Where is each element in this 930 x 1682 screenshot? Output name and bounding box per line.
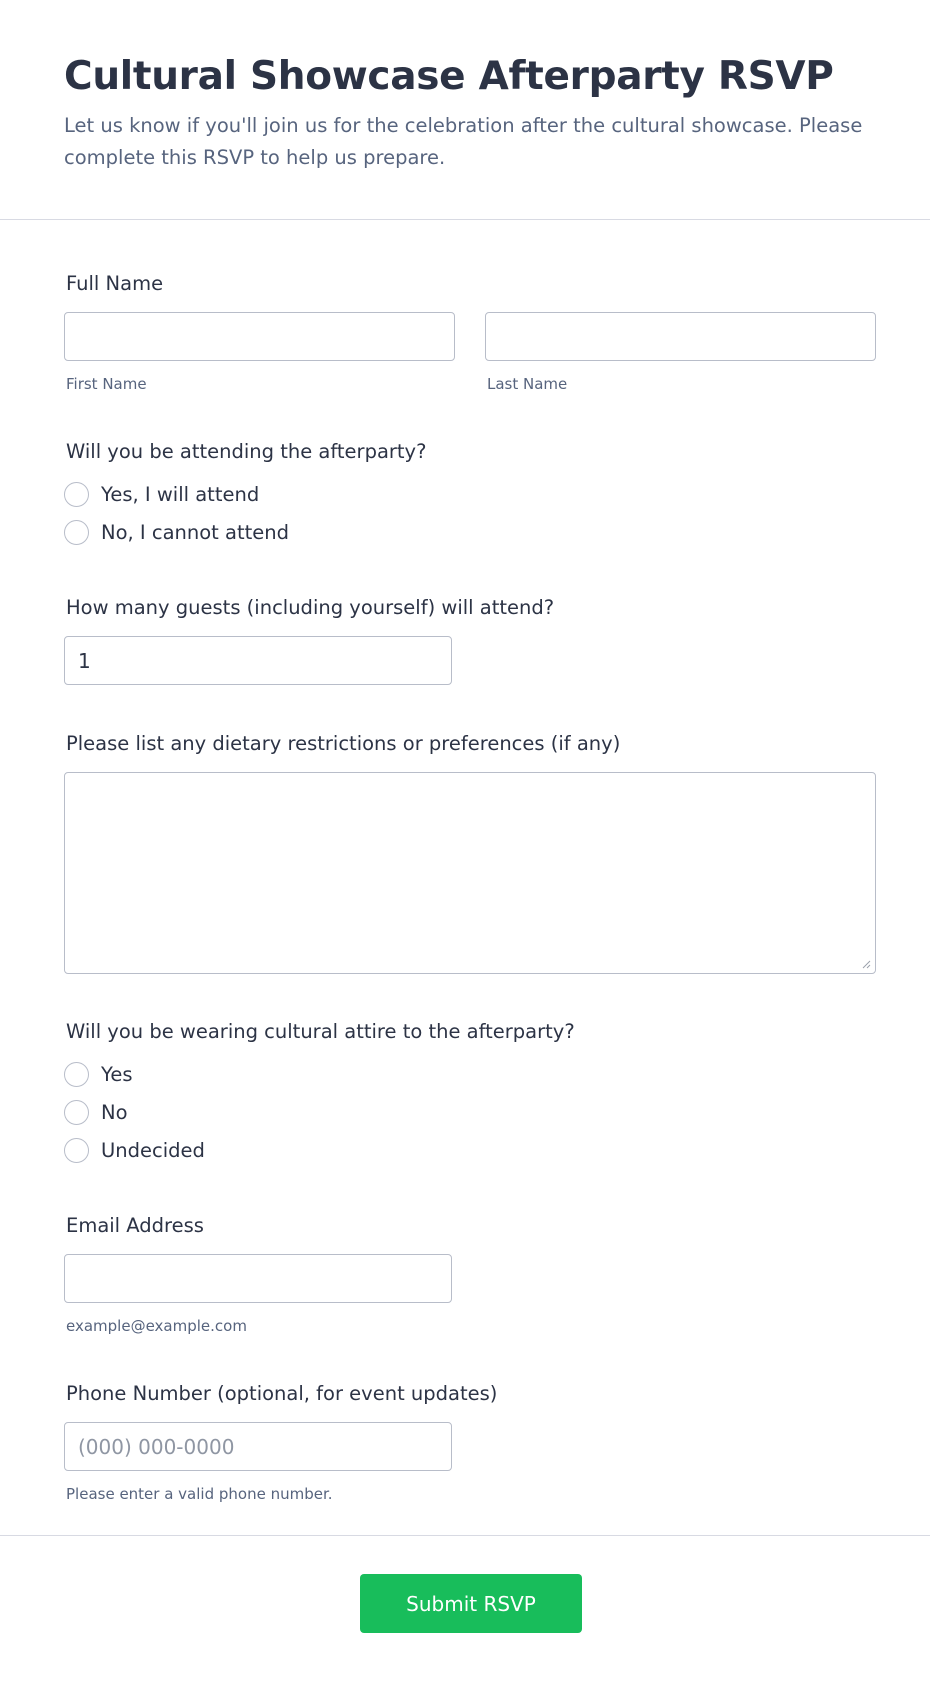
attire-option-undecided[interactable] xyxy=(64,1137,205,1163)
guests-input[interactable] xyxy=(64,636,452,685)
page-title: Cultural Showcase Afterparty RSVP xyxy=(64,54,834,99)
radio-circle-icon[interactable] xyxy=(64,1100,89,1125)
submit-rsvp-button[interactable]: Submit RSVP xyxy=(360,1574,582,1633)
phone-input[interactable] xyxy=(64,1422,452,1471)
resize-grip-icon[interactable] xyxy=(861,959,871,969)
phone-label: Phone Number (optional, for event updates) xyxy=(66,1382,498,1405)
page-subtitle: Let us know if you'll join us for the celebration after the cultural showcase. Please complete this RSVP to help us prepare. xyxy=(64,114,863,169)
radio-label: Undecided xyxy=(101,1138,205,1162)
first-name-sublabel: First Name xyxy=(66,375,147,393)
rsvp-form xyxy=(0,220,930,1536)
radio-label: No, I cannot attend xyxy=(101,520,290,544)
email-sublabel: example@example.com xyxy=(66,1317,247,1335)
form-header xyxy=(0,0,930,220)
attire-label: Will you be wearing cultural attire to the afterparty? xyxy=(66,1020,575,1043)
attending-label: Will you be attending the afterparty? xyxy=(66,440,427,463)
first-name-input[interactable] xyxy=(64,312,455,361)
phone-sublabel: Please enter a valid phone number. xyxy=(66,1485,333,1503)
radio-label: Yes xyxy=(101,1062,133,1086)
attending-option-yes[interactable] xyxy=(64,481,259,507)
email-label: Email Address xyxy=(66,1214,204,1237)
guests-label: How many guests (including yourself) will attend? xyxy=(66,596,555,619)
radio-circle-icon[interactable] xyxy=(64,520,89,545)
attire-option-yes[interactable] xyxy=(64,1061,132,1087)
attire-option-no[interactable] xyxy=(64,1099,128,1125)
last-name-input[interactable] xyxy=(485,312,876,361)
radio-circle-icon[interactable] xyxy=(64,1062,89,1087)
dietary-label: Please list any dietary restrictions or preferences (if any) xyxy=(66,732,621,755)
form-footer xyxy=(0,1536,930,1681)
email-input[interactable] xyxy=(64,1254,452,1303)
dietary-textarea[interactable] xyxy=(64,772,876,974)
radio-label: No xyxy=(101,1100,128,1124)
radio-label: Yes, I will attend xyxy=(101,482,260,506)
attending-option-no[interactable] xyxy=(64,519,289,545)
radio-circle-icon[interactable] xyxy=(64,482,89,507)
full-name-label: Full Name xyxy=(66,272,164,295)
radio-circle-icon[interactable] xyxy=(64,1138,89,1163)
last-name-sublabel: Last Name xyxy=(487,375,568,393)
